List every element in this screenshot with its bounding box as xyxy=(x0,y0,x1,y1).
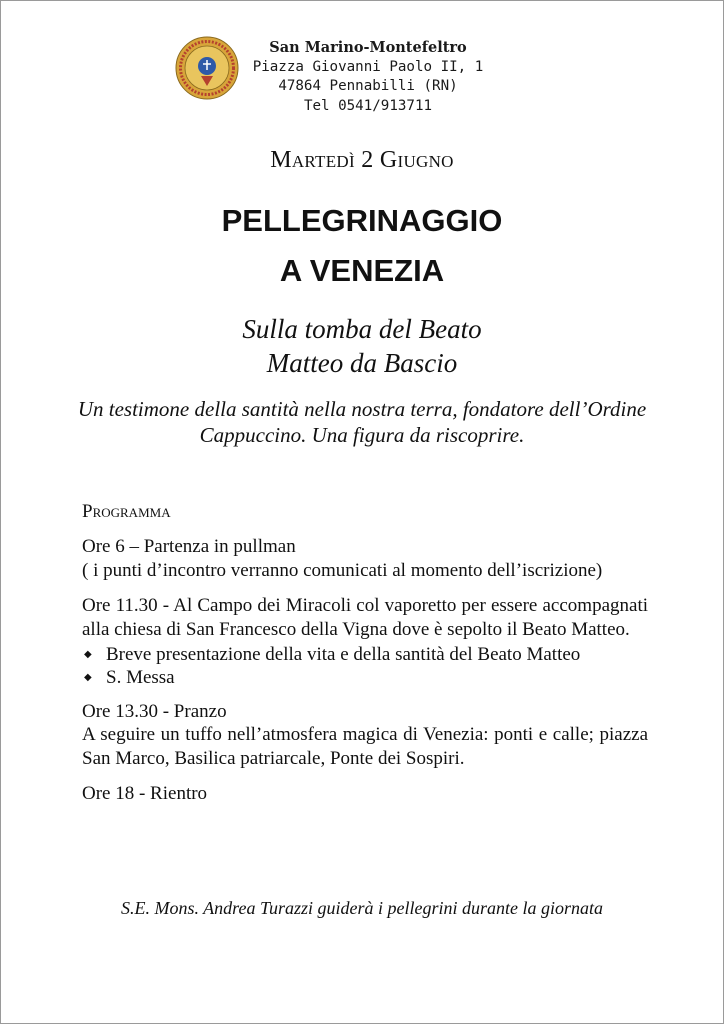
program-item-departure xyxy=(82,535,648,582)
diocese-header xyxy=(248,38,488,116)
list-item xyxy=(82,643,648,666)
event-date: Martedì 2 Giugno xyxy=(270,147,454,173)
title-line-1: PELLEGRINAGGIO xyxy=(221,203,503,238)
tagline: Un testimone della santità nella nostra terra, fondatore dell’Ordine Cappuccino. Una figura da riscoprire. xyxy=(77,397,647,447)
event-title xyxy=(0,196,724,296)
title-line-2: A VENEZIA xyxy=(279,253,445,288)
address-line-1: Piazza Giovanni Paolo II, 1 xyxy=(252,58,484,75)
program-item-lunch xyxy=(82,700,648,770)
address-line-2: 47864 Pennabilli (RN) xyxy=(278,78,458,94)
lunch-text: A seguire un tuffo nell’atmosfera magica di Venezia: ponti e calle; piazza San Marco, Basilica patriarcale, Ponte dei Sospiri. xyxy=(82,724,648,769)
bullet-text: Breve presentazione della vita e della santità del Beato Matteo xyxy=(106,644,581,666)
program-item-vaporetto: Ore 11.30 - Al Campo dei Miracoli col vaporetto per essere accompagnati alla chiesa di San Francesco della Vigna dove è sepolto il Beato Matteo. xyxy=(82,595,648,640)
program-item-return: Ore 18 - Rientro xyxy=(82,783,208,805)
bullet-text: S. Messa xyxy=(106,667,175,689)
departure-time: Ore 6 xyxy=(82,536,125,558)
diamond-bullet-icon: ◆ xyxy=(84,672,92,684)
subtitle-line-1: Sulla tomba del Beato xyxy=(242,314,482,344)
diocese-seal-icon xyxy=(175,36,239,100)
departure-note: ( i punti d’incontro verranno comunicati al momento dell’iscrizione) xyxy=(82,559,603,581)
lunch-time: Ore 13.30 - Pranzo xyxy=(82,700,227,722)
organization-name: San Marino-Montefeltro xyxy=(269,39,467,56)
subtitle-line-2: Matteo da Bascio xyxy=(266,348,458,378)
program-section xyxy=(82,500,648,817)
program-heading: Programma xyxy=(82,501,171,522)
closing-note: S.E. Mons. Andrea Turazzi guiderà i pellegrini durante la giornata xyxy=(120,898,603,918)
departure-text: – Partenza in pullman xyxy=(124,536,296,558)
program-bullets xyxy=(82,643,648,690)
diamond-bullet-icon: ◆ xyxy=(84,649,92,661)
phone-number: Tel 0541/913711 xyxy=(303,97,433,114)
list-item xyxy=(82,666,648,689)
event-subtitle xyxy=(0,312,724,380)
